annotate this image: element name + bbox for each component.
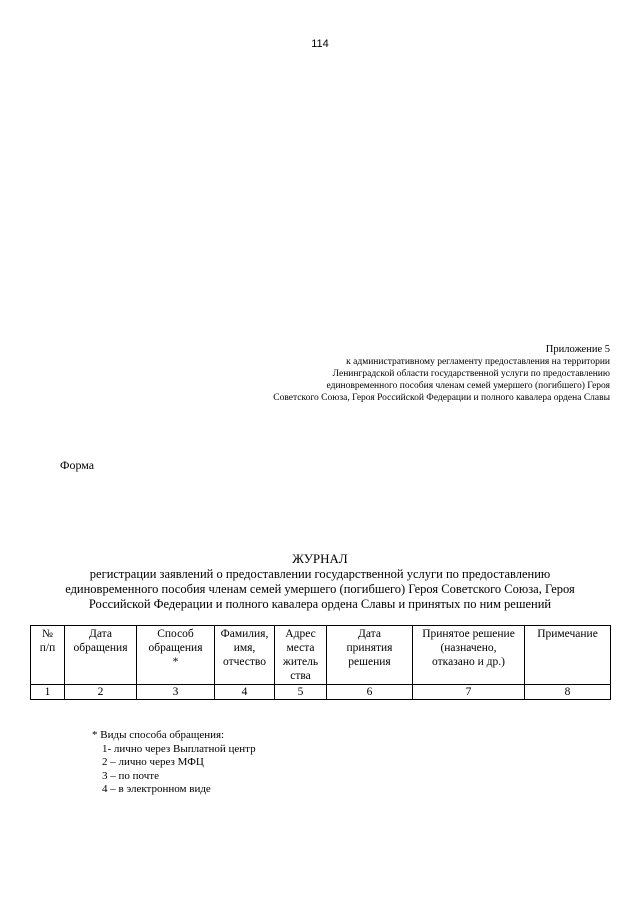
journal-table xyxy=(30,625,611,700)
annex-line: Ленинградской области государственной услуги по предоставлению xyxy=(332,369,610,379)
column-number: 2 xyxy=(65,685,137,700)
annex-line: единовременного пособия членам семей умершего (погибшего) Героя xyxy=(326,381,610,391)
header-cell: Фамилия, имя, отчество xyxy=(215,626,275,685)
journal-title: ЖУРНАЛ xyxy=(292,551,348,566)
footnote-title: * Виды способа обращения: xyxy=(92,729,225,741)
annex-header xyxy=(190,344,610,404)
column-number: 1 xyxy=(31,685,65,700)
annex-title: Приложение 5 xyxy=(545,344,610,355)
header-cell: Способ обращения * xyxy=(137,626,215,685)
form-label: Форма xyxy=(60,458,95,472)
journal-subtitle xyxy=(60,567,580,612)
header-cell: Адрес места житель ства xyxy=(275,626,327,685)
column-number: 3 xyxy=(137,685,215,700)
table-number-row xyxy=(31,685,611,700)
column-number: 6 xyxy=(327,685,413,700)
subtitle-line: регистрации заявлений о предоставлении государственной услуги по предоставлению xyxy=(89,567,551,581)
annex-line: Советского Союза, Героя Российской Федерации и полного кавалера ордена Славы xyxy=(273,393,610,403)
footnote-item: 1- лично через Выплатной центр xyxy=(102,742,256,755)
footnote-item: 4 – в электронном виде xyxy=(102,783,211,795)
header-cell: Примечание xyxy=(525,626,611,685)
footnote-item: 2 – лично через МФЦ xyxy=(102,756,204,768)
footnote xyxy=(92,729,256,797)
header-cell: Принятое решение (назначено, отказано и др.) xyxy=(413,626,525,685)
footnote-item: 3 – по почте xyxy=(102,769,159,782)
annex-line: к административному регламенту предоставления на территории xyxy=(346,357,610,367)
header-cell: Дата обращения xyxy=(65,626,137,685)
column-number: 4 xyxy=(215,685,275,700)
header-cell: Дата принятия решения xyxy=(327,626,413,685)
column-number: 7 xyxy=(413,685,525,700)
page-number: 114 xyxy=(311,38,329,50)
subtitle-line: Российской Федерации и полного кавалера ордена Славы и принятых по ним решений xyxy=(88,597,552,611)
column-number: 5 xyxy=(275,685,327,700)
header-cell: № п/п xyxy=(31,626,65,685)
column-number: 8 xyxy=(525,685,611,700)
table-header-row xyxy=(31,626,611,685)
subtitle-line: единовременного пособия членам семей умершего (погибшего) Героя Советского Союза, Героя xyxy=(65,582,575,596)
